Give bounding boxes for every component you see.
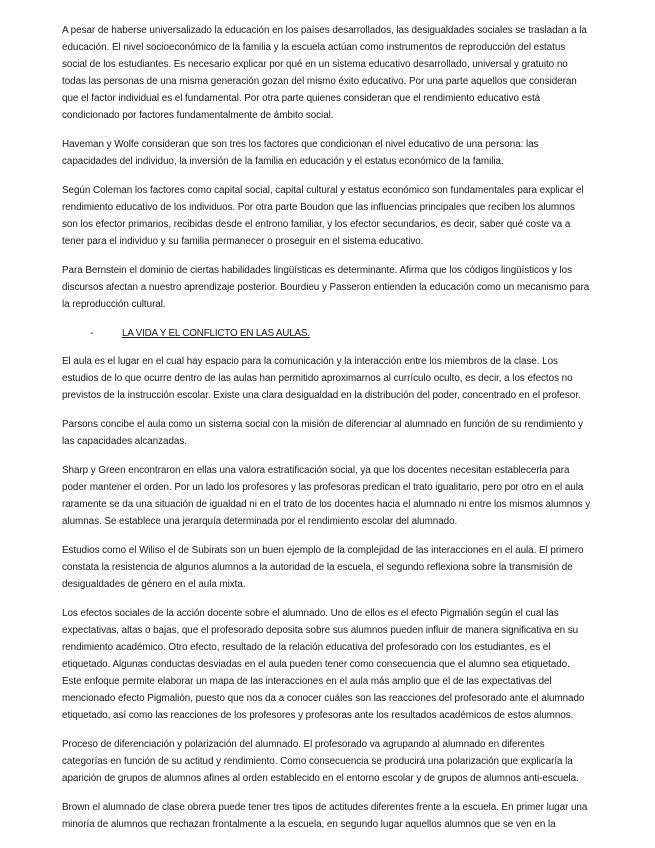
paragraph-estudios: Estudios como el Wiliso el de Subirats son un buen ejemplo de la complejidad de las interacciones en el aula. El primero constata la resistencia de algunos alumnos a la autoridad de la escuela, el segundo reflexiona sobre la transmisión de desigualdades de género en el aula mixta. (62, 545, 584, 590)
heading-bullet: - (90, 328, 94, 339)
heading-text: LA VIDA Y EL CONFLICTO EN LAS AULAS. (122, 328, 310, 339)
paragraph-coleman-boudon: Según Coleman los factores como capital social, capital cultural y estatus económico son fundamentales para explicar el rendimiento educativo de los individuos. Por otra parte Boudon que las influencias principales que reciben los alumnos son los efector primarios, recibidas desde el entrono familiar, y los efector secundarios, es decir, saber qué coste va a tener para el individuo y su familia permanecer o proseguir en el sistema educativo. (62, 185, 584, 247)
document-page (62, 22, 592, 845)
paragraph-parsons: Parsons concibe el aula como un sistema social con la misión de diferenciar al alumnado en función de su rendimiento y las capacidades alcanzadas. (62, 419, 584, 447)
paragraph-haveman-wolfe: Haveman y Wolfe consideran que son tres los factores que condicionan el nivel educativo de una persona: las capacidades del individuo, la inversión de la familia en educación y el estatus económico de la familia. (62, 139, 539, 167)
paragraph-efectos-sociales: Los efectos sociales de la acción docente sobre el alumnado. Uno de ellos es el efecto Pigmalión según el cual las expectativas, altas o bajas, que el profesorado deposita sobre sus alumnos pueden influir de manera significativa en su rendimiento académico. Otro efecto, resultado de la relación educativa del profesorado con los estudiantes, es el etiquetado. Algunas conductas desviadas en el aula pueden tener como consecuencia que el alumno sea etiquetado. Este enfoque permite elaborar un mapa de las interacciones en el aula más amplio que el de las expectativas del mencionado efecto Pigmalión, puesto que nos da a conocer cuáles son las reacciones del profesorado ante el alumnado etiquetado, así como las reacciones de los profesores y profesoras ante los resultados académicos de estos alumnos. (62, 608, 585, 721)
paragraph-polarizacion: Proceso de diferenciación y polarización del alumnado. El profesorado va agrupando al alumnado en diferentes categorías en función de su actitud y rendimiento. Como consecuencia se producirá una polarización que explicaría la aparición de grupos de alumnos afines al orden establecido en el entorno escolar y de grupos de alumnos anti-escuela. (62, 739, 579, 784)
paragraph-bernstein: Para Bernstein el dominio de ciertas habilidades lingüísticas es determinante. Afirma que los códigos lingüísticos y los discursos afectan a nuestro aprendizaje posterior. Bourdieu y Passeron entienden la educación como un mecanismo para la reproducción cultural. (62, 265, 590, 310)
paragraph-desigualdades: A pesar de haberse universalizado la educación en los países desarrollados, las desigualdades sociales se trasladan a la educación. El nivel socioeconómico de la familia y la escuela actúan como instrumentos de reproducción del estatus social de los estudiantes. Es necesario explicar por qué en un sistema educativo desarrollado, universal y gratuito no todas las personas de una misma generación gozan del mismo éxito educativo. Por una parte aquellos que consideran que el factor individual es el fundamental. Por otra parte quienes consideran que el rendimiento educativo está condicionado por factores fundamentalmente de ámbito social. (62, 25, 587, 121)
paragraph-sharp-green: Sharp y Green encontraron en ellas una valora estratificación social, ya que los docentes necesitan establecerla para poder mantener el orden. Por un lado los profesores y las profesoras predican el trato igualitario, pero por otro en el aula raramente se da una situación de igualdad ni en el trato de los docentes hacia el alumnado ni entre los mismos alumnos y alumnas. Se establece una jerarquía determinada por el rendimiento escolar del alumnado. (62, 465, 591, 527)
section-heading (62, 325, 592, 342)
paragraph-brown: Brown el alumnado de clase obrera puede tener tres tipos de actitudes diferentes frente a la escuela. En primer lugar una minoría de alumnos que rechazan frontalmente a la escuela, en segundo lugar aquellos alumnos que se ven en la (62, 802, 588, 830)
paragraph-aula: El aula es el lugar en el cual hay espacio para la comunicación y la interacción entre los miembros de la clase. Los estudios de lo que ocurre dentro de las aulas han permitido aproximarnos al currículo oculto, es decir, a los efectos no previstos de la instrucción escolar. Existe una clara desigualdad en la distribución del poder, concentrado en el profesor. (62, 356, 581, 401)
